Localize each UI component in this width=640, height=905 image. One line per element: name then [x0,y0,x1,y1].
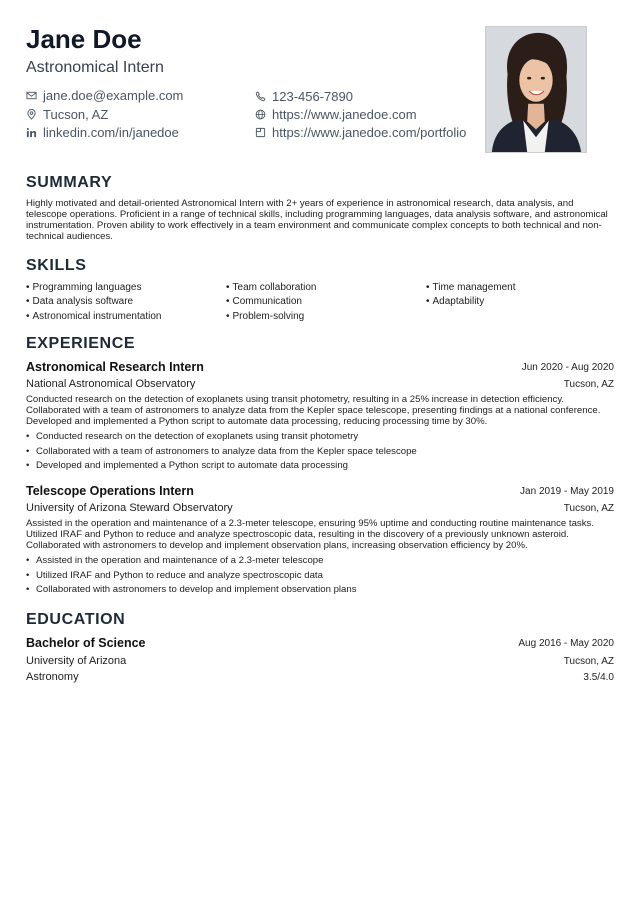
education-dates: Aug 2016 - May 2020 [518,638,614,649]
job-bullet: • Developed and implemented a Python script to automate data processing [26,460,348,471]
location-text: Tucson, AZ [43,107,109,122]
candidate-name: Jane Doe [26,24,142,54]
profile-photo [485,26,587,153]
job-bullet: • Conducted research on the detection of exoplanets using transit photometry [26,431,358,442]
skills-heading: SKILLS [26,257,87,274]
job-bullet: • Assisted in the operation and maintenance of a 2.3-meter telescope [26,555,323,566]
candidate-title: Astronomical Intern [26,59,164,76]
job-location: Tucson, AZ [563,379,614,390]
major: Astronomy [26,671,79,683]
school-name: University of Arizona [26,655,127,667]
contact-portfolio[interactable] [255,125,466,140]
portfolio-icon [255,127,266,138]
skill-item: • Adaptability [426,296,484,307]
job-dates: Jan 2019 - May 2019 [520,486,614,497]
phone-icon [255,91,266,102]
experience-heading: EXPERIENCE [26,335,136,352]
job-location: Tucson, AZ [563,503,614,514]
skill-item: • Communication [226,296,302,307]
job-organization: National Astronomical Observatory [26,378,196,390]
skill-item: • Problem-solving [226,311,304,322]
school-location: Tucson, AZ [563,656,614,667]
education-heading: EDUCATION [26,611,126,628]
job-organization: University of Arizona Steward Observatory [26,502,233,514]
phone-text: 123-456-7890 [272,89,353,104]
email-text: jane.doe@example.com [43,88,184,103]
summary-heading: SUMMARY [26,174,113,191]
summary-text: Highly motivated and detail-oriented Astronomical Intern with 2+ years of experience in astronomical research, data analysis, and telescope operations. Proficient in a range of technical skills, including programming languages, data analysis software, and astronomical instrumentation. Proven ability to work effectively in a team environment and communicate complex concepts to both technical and non-technical audiences. [26,198,608,242]
job-description: Conducted research on the detection of exoplanets using transit photometry, resulting in a 25% increase in detection efficiency. Collaborated with a team of astronomers to analyze data from the Kepler space telescope, presenting findings at a national conference. Developed and implemented a Python script to automate data processing, reducing processing time by 30%. [26,394,601,427]
linkedin-text: linkedin.com/in/janedoe [43,125,179,140]
job-bullet: • Collaborated with astronomers to develop and implement observation plans [26,584,357,595]
linkedin-icon [26,127,37,138]
globe-icon [255,109,266,120]
skill-item: • Time management [426,282,516,293]
contact-location [26,107,108,122]
job-title: Astronomical Research Intern [26,360,204,374]
map-pin-icon [26,109,37,120]
website-text: https://www.janedoe.com [272,107,417,122]
contact-linkedin[interactable] [26,125,179,140]
job-title: Telescope Operations Intern [26,484,194,498]
job-dates: Jun 2020 - Aug 2020 [521,362,614,373]
portfolio-text: https://www.janedoe.com/portfolio [272,125,467,140]
skill-item: • Programming languages [26,282,141,293]
envelope-icon [26,90,37,101]
degree: Bachelor of Science [26,636,146,650]
job-bullet: • Collaborated with a team of astronomers to analyze data from the Kepler space telescope [26,446,417,457]
job-description: Assisted in the operation and maintenance of a 2.3-meter telescope, ensuring 95% uptime and conducting routine maintenance tasks. Utilized IRAF and Python to reduce and analyze spectroscopic data, resulting in the discovery of a previously unknown asteroid. Collaborated with astronomers to develop and implement observation plans, increasing observation efficiency by 20%. [26,518,594,551]
contact-website[interactable] [255,107,417,122]
job-bullet: • Utilized IRAF and Python to reduce and analyze spectroscopic data [26,570,323,581]
skill-item: • Team collaboration [226,282,316,293]
contact-email[interactable] [26,88,183,103]
contact-phone[interactable] [255,89,353,104]
skill-item: • Data analysis software [26,296,133,307]
gpa: 3.5/4.0 [583,672,614,683]
skill-item: • Astronomical instrumentation [26,311,161,322]
